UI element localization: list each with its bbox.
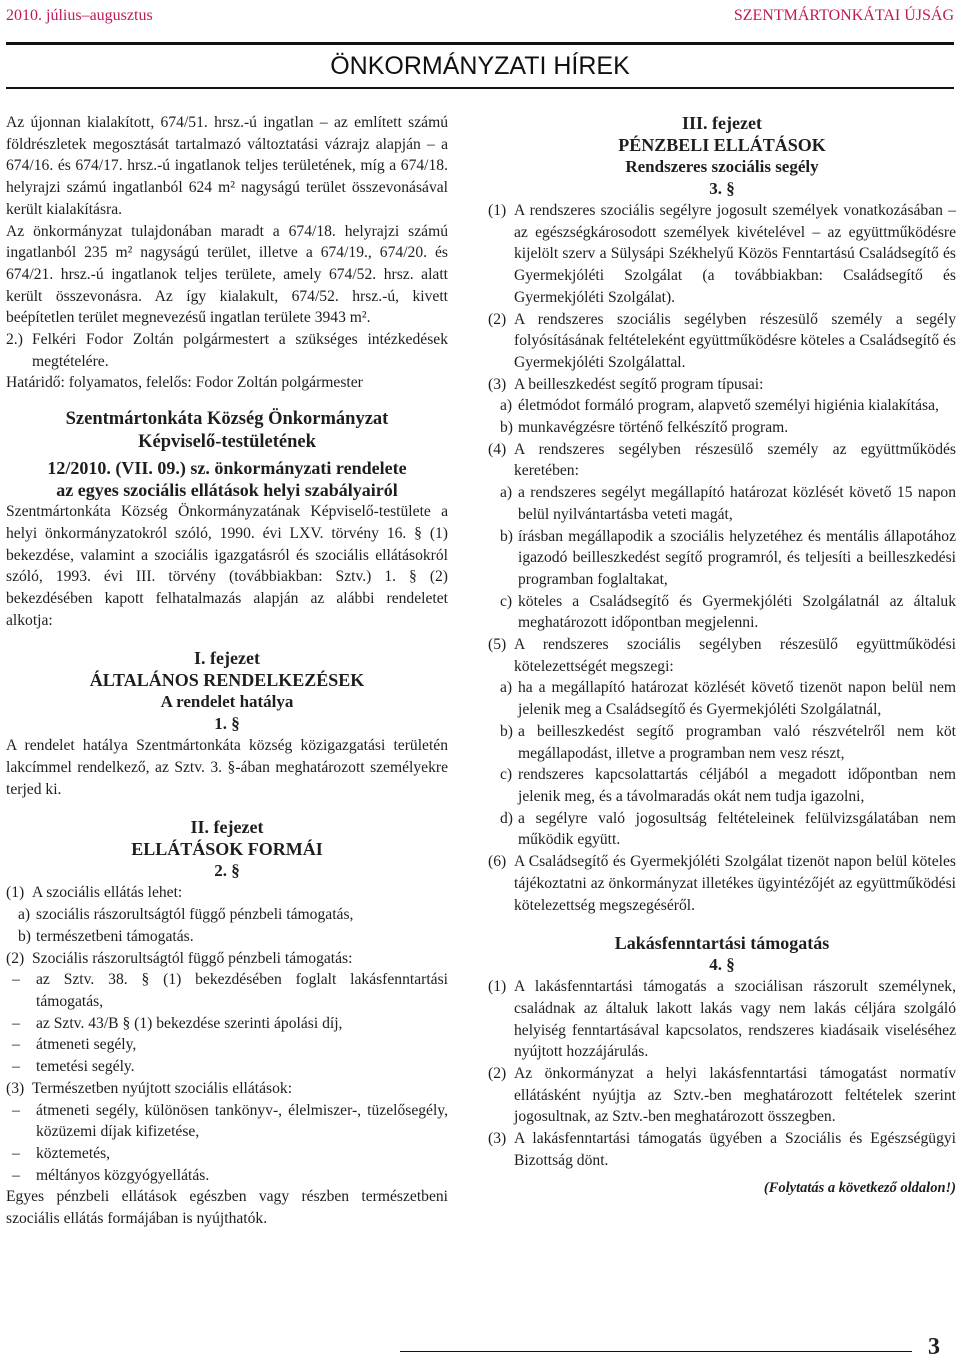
chapter-title: ÁLTALÁNOS RENDELKEZÉSEK (89, 670, 365, 691)
continued-note: (Folytatás a következő oldalon!) (763, 1179, 956, 1196)
item-number: 2.) (6, 331, 23, 349)
decree-title-3: 12/2010. (VII. 09.) sz. önkormányzati rendelete (47, 458, 407, 479)
subsection-title: Lakásfenntartási támogatás (614, 933, 830, 954)
deadline: Határidő: folyamatos, felelős: Fodor Zoltán polgármester (6, 374, 363, 392)
numbered-item: (4) A rendszeres segélyben részesülő személy az együttműködés keretében: (488, 440, 956, 480)
paragraph: A rendelet hatálya Szentmártonkáta község közigazgatási területén lakcímmel rendelkező, az Sztv. 3. §-ában meghatározott személyekre terjed ki. (6, 737, 448, 798)
chapter-subtitle: A rendelet hatálya (160, 692, 294, 712)
sub-item: c) köteles a Családsegítő és Gyermekjóléti Szolgálatnál az általuk meghatározott időpontban megjelenni. (500, 592, 956, 632)
chapter-title: ELLÁTÁSOK FORMÁI (131, 839, 323, 860)
dash-item: – köztemetés, (12, 1144, 111, 1162)
numbered-item: (2) Az önkormányzat a helyi lakásfenntartási támogatást normatív ellátásként nyújtja az Sztv.-ben meghatározott feltételek szerint jogosultnak, az Sztv.-ben meghatározott összegben. (488, 1065, 956, 1126)
sub-item: b) írásban megállapodik a szociális helyzetéhez és mentális állapotához igazodó beilleszkedést segítő programról, és teljesíti a beilleszkedési programban foglaltakat, (500, 527, 956, 588)
numbered-item: (2) A rendszeres szociális segélyben részesülő személy a segély folyósításának feltételeként együttműködésre köteles a Családsegítő és Gyermekjóléti Szolgálattal. (488, 310, 956, 371)
sub-item: a) ha a megállapító határozat közlését követő tizenöt napon belül nem jelenik meg a Családsegítő és Gyermekjóléti Szolgálatnál, (500, 679, 956, 719)
sub-item: b) a beilleszkedést segítő programban való részvételről nem köt megállapodást, illetve a programban nem vesz részt, (500, 722, 956, 762)
numbered-item: (5) A rendszeres szociális segélyben részesülő együttműködési kötelezettségét megszegi: (488, 636, 956, 675)
chapter-subtitle: Rendszeres szociális segély (625, 157, 819, 176)
dash-item: – átmeneti segély, (12, 1036, 137, 1054)
sub-item: b) munkavégzésre történő felkészítő program. (500, 419, 789, 437)
paragraph: Az újonnan kialakított, 674/51. hrsz.-ú ingatlan – az említett számú földrészletek megosztását tartalmazó változtatási vázrajz alapján – a 674/16. és 674/17. hrsz.-ú ingatlanok teljes területének, míg a 674/18. helyrajzi számú ingatlanból 624 m² nagyságú terület összevonásával került kialakításra. (6, 114, 448, 218)
numbered-item: (1) A szociális ellátás lehet: (6, 884, 183, 902)
resolution-item (6, 329, 448, 372)
numbered-item: (2) Szociális rászorultságtól függő pénzbeli támogatás: (6, 949, 353, 967)
chapter-number: III. fejezet (682, 113, 762, 133)
sub-item: a) szociális rászorultságtól függő pénzbeli támogatás, (18, 906, 354, 924)
sub-item: c) rendszeres kapcsolattartás céljából a megadott időpontban nem jelenik meg, és a távolmaradás okát nem tudja igazolni, (500, 766, 956, 805)
right-column (488, 112, 956, 1199)
numbered-item: (3) Természetben nyújtott szociális ellátások: (6, 1079, 293, 1097)
page-number: 3 (928, 1334, 940, 1360)
newspaper-name: SZENTMÁRTONKÁTAI ÚJSÁG (733, 7, 954, 24)
decree-title-4: az egyes szociális ellátások helyi szabályairól (56, 480, 398, 501)
section-mark: 1. § (214, 714, 240, 734)
chapter-title: PÉNZBELI ELLÁTÁSOK (618, 135, 826, 155)
section-mark: 4. § (709, 955, 735, 975)
preamble: Szentmártonkáta Község Önkormányzatának Képviselő-testülete a helyi önkormányzatokról szóló, 1990. évi LXV. törvény 16. § (1) bekezdése, valamint a szociális igazgatásról és szociális ellátásokról szóló, 1993. évi III. törvény (továbbiakban: Sztv.) 1. § (2) bekezdésében kapott felhatalmazás alapján az alábbi rendeletet alkotja: (6, 503, 448, 629)
sub-item: a) a rendszeres segélyt megállapító határozat közlését követő 15 napon belül nyilvántartásba veteti magát, (500, 484, 956, 523)
sub-item: b) természetbeni támogatás. (18, 927, 194, 945)
numbered-item: (3) A lakásfenntartási támogatás ügyében a Szociális és Egészségügyi Bizottság dönt. (488, 1130, 956, 1169)
item-text: Felkéri Fodor Zoltán polgármestert a szükséges intézkedések megtételére. (32, 331, 448, 370)
footer-rule (400, 1351, 912, 1352)
dash-item: – az Sztv. 43/B § (1) bekezdése szerinti ápolási díj, (12, 1014, 343, 1032)
section-mark: 2. § (214, 861, 240, 881)
numbered-item: (6) A Családsegítő és Gyermekjóléti Szolgálat tizenöt napon belül köteles tájékoztatni az önkormányzat illetékes ügyintézőjét az együttműködési kötelezettség megszegéséről. (488, 853, 956, 914)
paragraph: Az önkormányzat tulajdonában maradt a 674/18. helyrajzi számú ingatlanból 235 m² nagyságú terület, illetve a 674/19., 674/20. és 674/21. hrsz.-ú ingatlanok teljes területe, amely 674/52. hrsz. alatt került összevonásra. Az így kialakult, 674/52. hrsz.-ú, kivett beépítetlen terület megnevezésű ingatlan területe 3943 m². (6, 222, 448, 327)
numbered-item: (1) A lakásfenntartási támogatás a szociálisan rászorult személynek, családnak az általuk lakott lakás vagy nem lakás céljára szolgáló helyiség fenntartásával kapcsolatos, rendszeres kiadásaik viseléséhez nyújtott hozzájárulás. (488, 978, 956, 1061)
numbered-item: (3) A beilleszkedést segítő program típusai: (488, 375, 764, 393)
paragraph: Egyes pénzbeli ellátások egészben vagy részben természetbeni szociális ellátás formájában is nyújthatók. (6, 1188, 448, 1228)
dash-item: – temetési segély. (12, 1058, 135, 1076)
dash-item: – az Sztv. 38. § (1) bekezdésében foglalt lakásfenntartási támogatás, (12, 971, 448, 1010)
numbered-item: (1) A rendszeres szociális segélyre jogosult személyek vonatkozásában – az egészségkárosodott személyek kivételével – az együttműködésre kijelölt szerv a Sülysápi Székhelyű Közös Fenntartású Családsegítő és Gyermekjóléti Szolgálat (a továbbiakban: Családsegítő és Gyermekjóléti Szolgálat). (488, 202, 956, 306)
running-header (0, 0, 960, 32)
sub-item: a) életmódot formáló program, alapvető személyi higiénia kialakítása, (500, 397, 939, 415)
decree-title-2: Képviselő-testületének (138, 431, 316, 452)
issue-date: 2010. július–augusztus (6, 7, 153, 24)
chapter-number: II. fejezet (190, 817, 264, 838)
section-mark: 3. § (709, 179, 735, 198)
section-title: ÖNKORMÁNYZATI HÍREK (6, 42, 954, 89)
left-column (6, 112, 448, 1230)
sub-item: d) a segélyre való jogosultság feltételeinek felülvizsgálatában nem működik együtt. (500, 809, 956, 849)
dash-item: – méltányos közgyógyellátás. (12, 1166, 210, 1184)
dash-item: – átmeneti segély, különösen tankönyv-, élelmiszer-, tüzelősegély, közüzemi díjak kifizetése, (12, 1101, 448, 1141)
decree-title-1: Szentmártonkáta Község Önkormányzat (65, 409, 389, 430)
chapter-number: I. fejezet (194, 648, 260, 669)
